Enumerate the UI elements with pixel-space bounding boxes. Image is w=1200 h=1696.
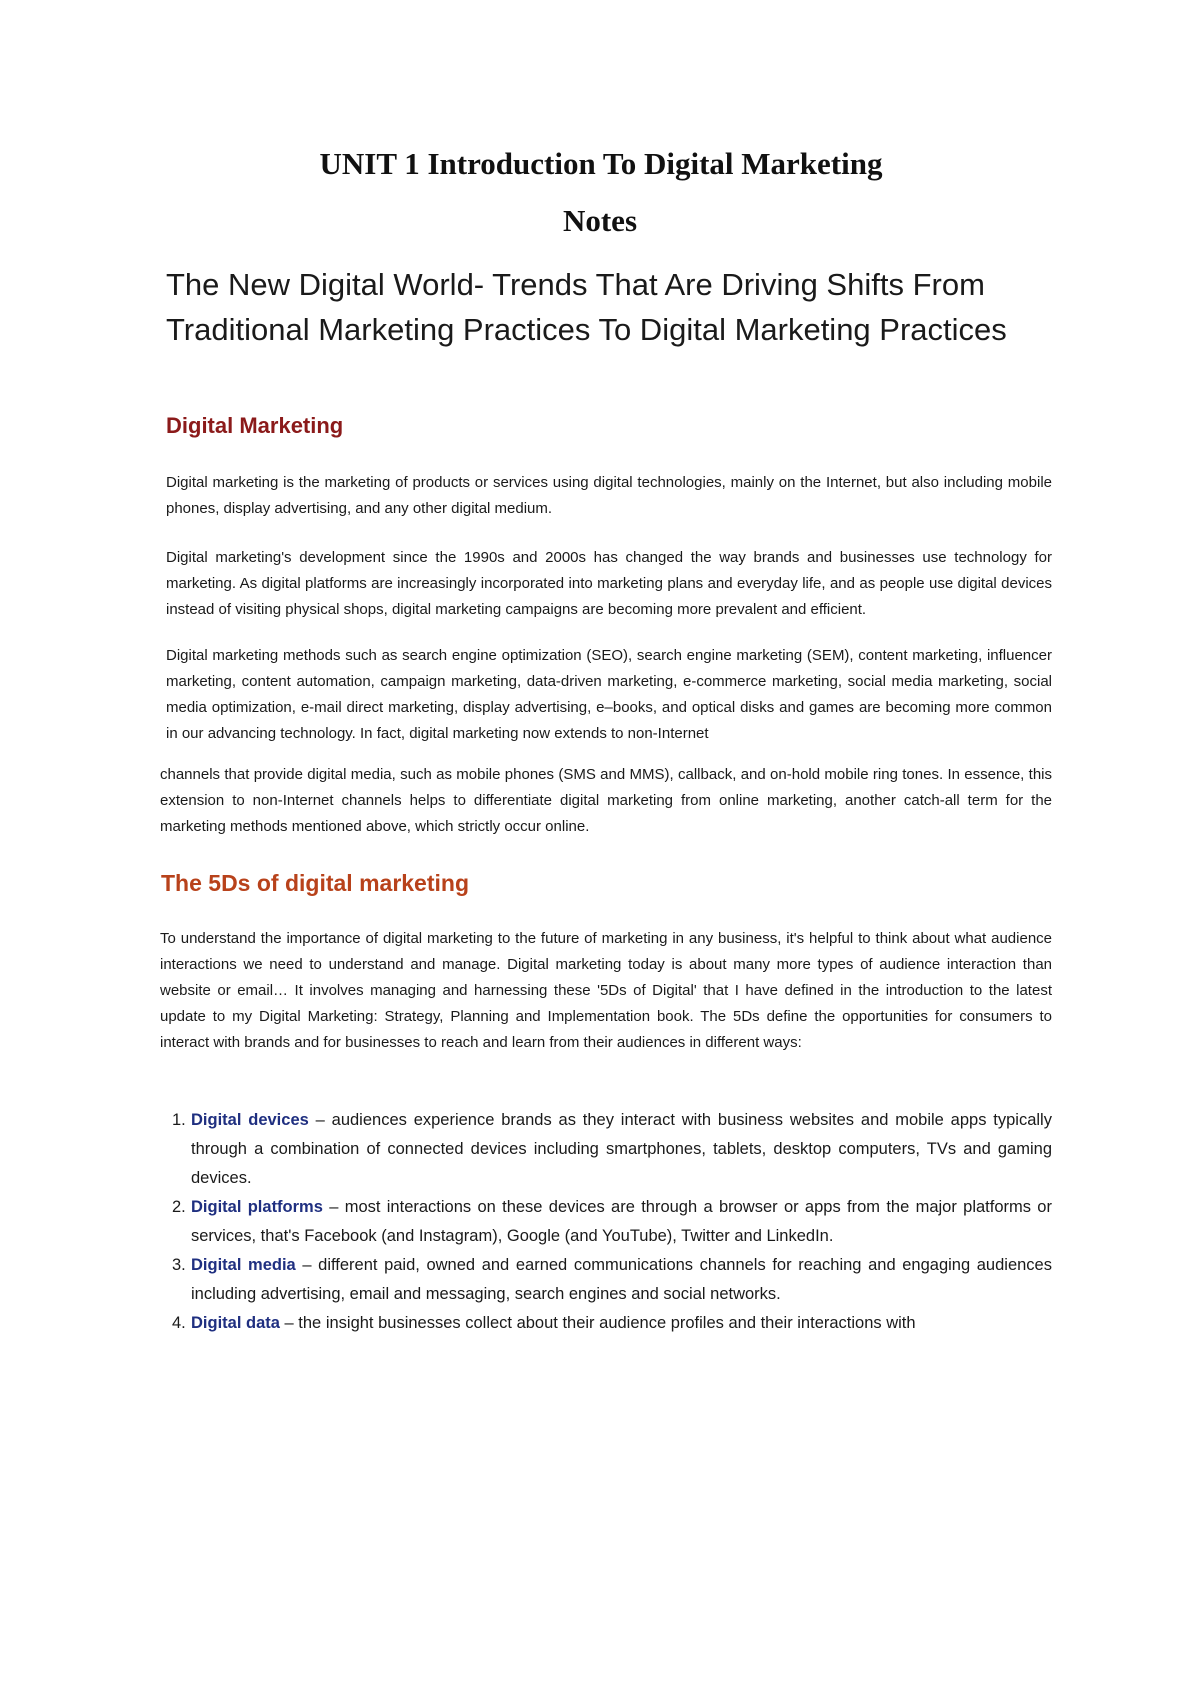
paragraph: To understand the importance of digital marketing to the future of marketing in any business, it's helpful to think about what audience interactions we need to understand and manage. Digital marketing today is about many more types of audience interaction than website or email… It involves managing and harnessing these '5Ds of Digital' that I have defined in the introduction to the latest update to my Digital Marketing: Strategy, Planning and Implementation book. The 5Ds define the opportunities for consumers to interact with brands and for businesses to reach and learn from their audiences in different ways: bbox=[160, 930, 1052, 1051]
list-text: different paid, owned and earned communications channels for reaching and engaging audiences including advertising, email and messaging, search engines and social networks. bbox=[191, 1256, 1052, 1303]
five-ds-list bbox=[160, 1106, 1052, 1338]
section-heading-5ds: The 5Ds of digital marketing bbox=[161, 870, 469, 896]
document-subtitle: Notes bbox=[562, 203, 638, 238]
list-term: Digital platforms bbox=[191, 1198, 323, 1216]
paragraph: Digital marketing is the marketing of products or services using digital technologies, mainly on the Internet, but also including mobile phones, display advertising, and any other digital medium. bbox=[166, 474, 1052, 517]
list-separator: – bbox=[322, 1198, 345, 1216]
list-term: Digital data bbox=[191, 1314, 280, 1332]
list-text: most interactions on these devices are through a browser or apps from the major platforms or services, that's Facebook (and Instagram), Google (and YouTube), Twitter and LinkedIn. bbox=[191, 1198, 1052, 1245]
paragraph: Digital marketing methods such as search engine optimization (SEO), search engine marketing (SEM), content marketing, influencer marketing, content automation, campaign marketing, data-driven marketing, e-commerce marketing, social media marketing, social media optimization, e-mail direct marketing, display advertising, e–books, and optical disks and games are becoming more common in our advancing technology. In fact, digital marketing now extends to non-Internet bbox=[166, 647, 1052, 742]
main-heading: The New Digital World- Trends That Are Driving Shifts From Traditional Marketing Practices To Digital Marketing Practices bbox=[166, 267, 1007, 347]
list-separator: – bbox=[295, 1256, 319, 1274]
list-item bbox=[160, 1251, 1052, 1309]
paragraph: Digital marketing's development since the 1990s and 2000s has changed the way brands and businesses use technology for marketing. As digital platforms are increasingly incorporated into marketing plans and everyday life, and as people use digital devices instead of visiting physical shops, digital marketing campaigns are becoming more prevalent and efficient. bbox=[166, 549, 1052, 618]
paragraph: channels that provide digital media, such as mobile phones (SMS and MMS), callback, and on-hold mobile ring tones. In essence, this extension to non-Internet channels helps to differentiate digital marketing from online marketing, another catch-all term for the marketing methods mentioned above, which strictly occur online. bbox=[160, 766, 1052, 835]
list-number: 3. bbox=[172, 1256, 186, 1274]
list-number: 1. bbox=[172, 1111, 186, 1129]
section-heading-digital-marketing: Digital Marketing bbox=[166, 413, 344, 438]
list-number: 2. bbox=[172, 1198, 186, 1216]
list-separator: – bbox=[279, 1314, 299, 1332]
list-term: Digital devices bbox=[191, 1111, 309, 1129]
list-item bbox=[160, 1106, 1052, 1193]
list-number: 4. bbox=[172, 1314, 186, 1332]
list-text: the insight businesses collect about their audience profiles and their interactions with bbox=[298, 1314, 916, 1332]
list-text: audiences experience brands as they interact with business websites and mobile apps typically through a combination of connected devices including smartphones, tablets, desktop computers, TVs and gaming devices. bbox=[191, 1111, 1052, 1187]
list-separator: – bbox=[308, 1111, 332, 1129]
list-item bbox=[160, 1309, 1052, 1338]
document-title: UNIT 1 Introduction To Digital Marketing bbox=[319, 146, 883, 181]
list-item bbox=[160, 1193, 1052, 1251]
list-term: Digital media bbox=[191, 1256, 296, 1274]
